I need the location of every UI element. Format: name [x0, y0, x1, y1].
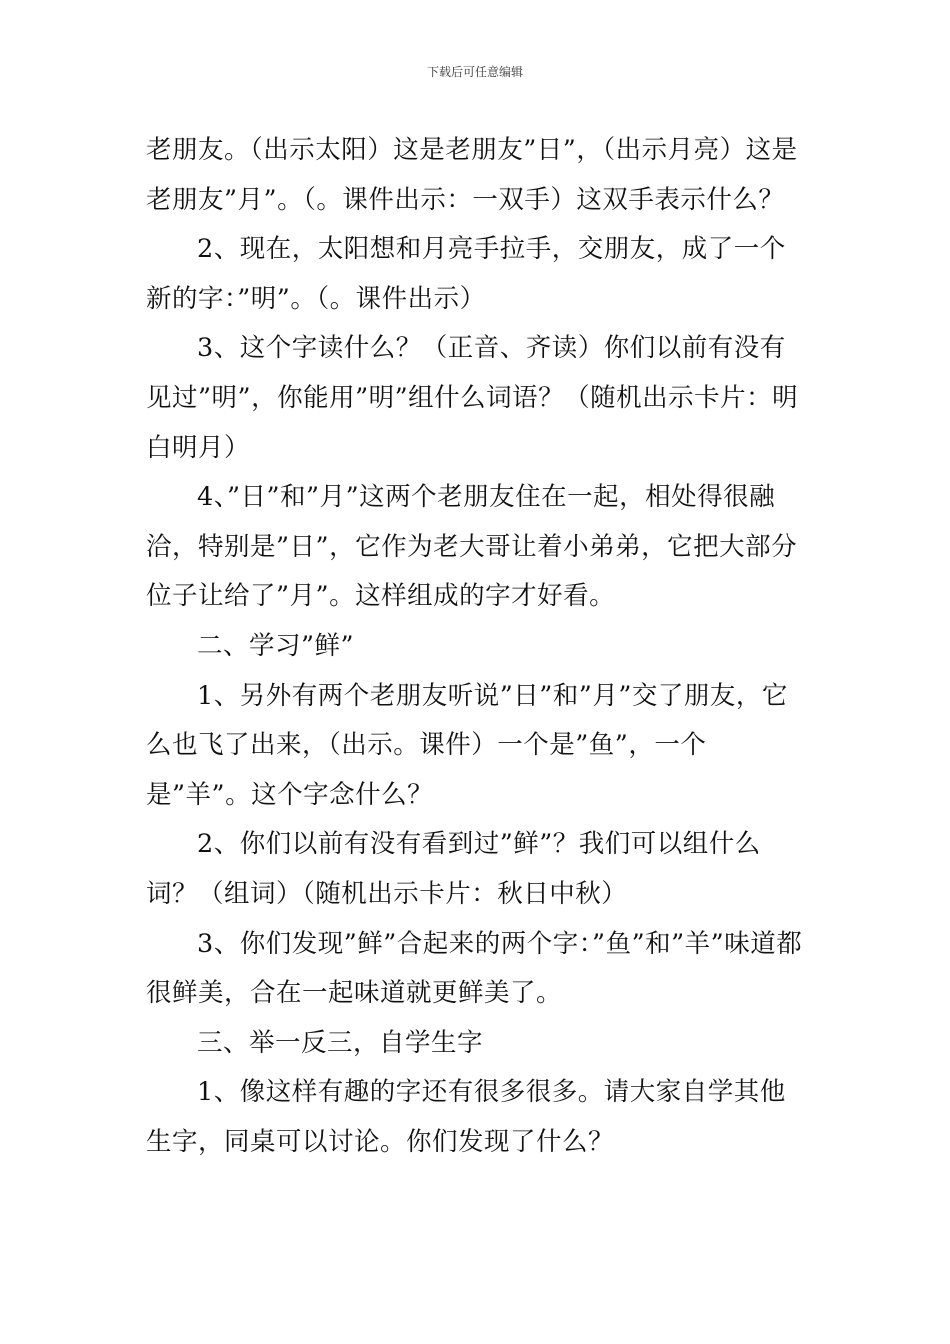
paragraph-6: 1、另外有两个老朋友听说”日”和”月”交了朋友，它么也飞了出来，（出示。课件）一个是”鱼”，一个是”羊”。这个字念什么？ [146, 680, 788, 810]
paragraph-7: 2、你们以前有没有看到过”鲜”？我们可以组什么词？（组词）（随机出示卡片：秋日中秋） [146, 829, 761, 909]
section-heading-3: 三、举一反三，自学生字 [197, 1027, 484, 1058]
document-body [146, 126, 810, 1167]
paragraph-10: 1、像这样有趣的字还有很多很多。请大家自学其他生字，同桌可以讨论。你们发现了什么？ [146, 1077, 786, 1157]
page-header-note: 下载后可任意编辑 [426, 65, 523, 79]
paragraph-2: 2、现在，太阳想和月亮手拉手，交朋友，成了一个新的字：”明”。（。课件出示） [146, 234, 786, 314]
paragraph-8: 3、你们发现”鲜”合起来的两个字：”鱼”和”羊”味道都很鲜美，合在一起味道就更鲜美了。 [146, 928, 803, 1009]
paragraph-1: 老朋友。（出示太阳）这是老朋友”日”，（出示月亮）这是老朋友”月”。（。课件出示：一双手）这双手表示什么？ [146, 135, 798, 215]
paragraph-4: 4、”日”和”月”这两个老朋友住在一起，相处得很融洽，特别是”日”，它作为老大哥让着小弟弟，它把大部分位子让给了”月”。这样组成的字才好看。 [146, 482, 798, 612]
section-heading-2: 二、学习”鲜” [197, 630, 355, 661]
paragraph-3: 3、这个字读什么？（正音、齐读）你们以前有没有见过”明”，你能用”明”组什么词语？（随机出示卡片：明白明月） [146, 333, 799, 463]
